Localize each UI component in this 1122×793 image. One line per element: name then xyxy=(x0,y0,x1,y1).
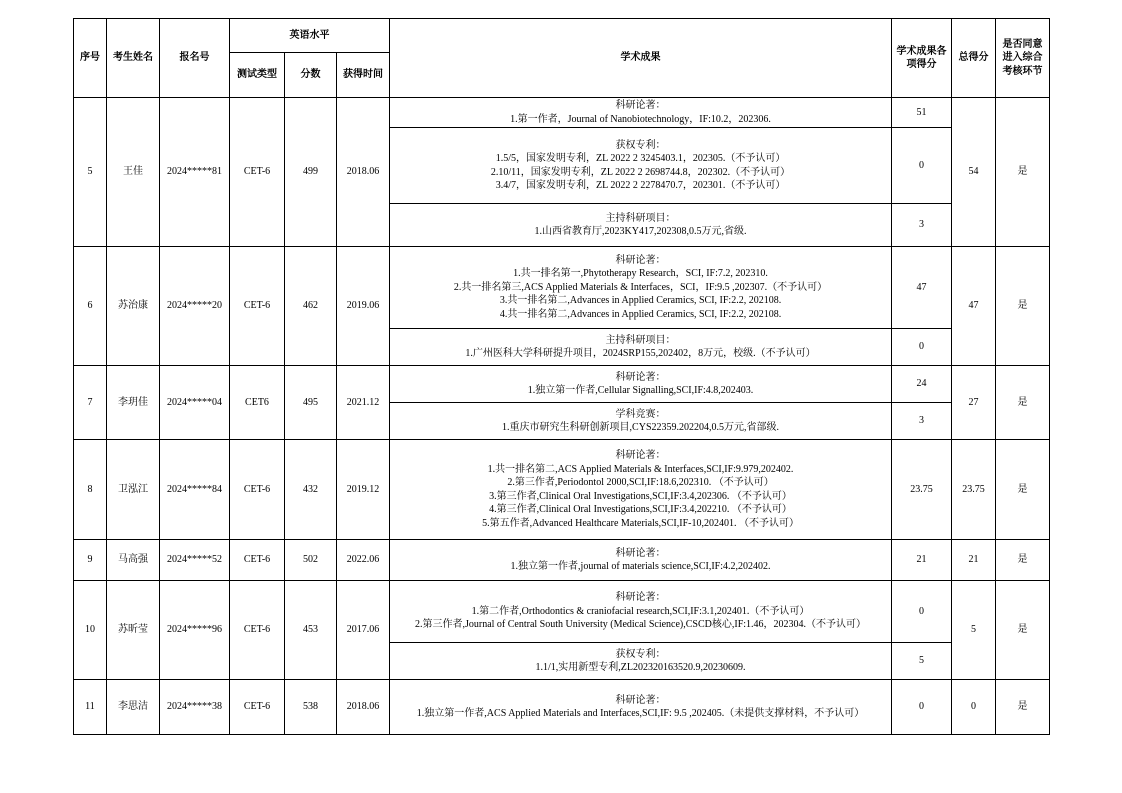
achievement-cell xyxy=(390,540,892,581)
achievement-cell xyxy=(390,581,892,643)
achievement-cell xyxy=(390,329,892,366)
header-agree-line: 进入综合 xyxy=(1002,52,1043,64)
achievement-category: 获权专利： xyxy=(615,648,666,660)
name-cell: 马高强 xyxy=(107,540,160,581)
header-test-type: 测试类型 xyxy=(230,53,285,98)
achievement-cell xyxy=(390,403,892,440)
total-score-cell: 27 xyxy=(952,366,996,440)
item-score-cell: 51 xyxy=(892,98,952,128)
total-score-cell: 23.75 xyxy=(952,440,996,540)
obtained-time-cell: 2018.06 xyxy=(337,98,390,247)
obtained-time-cell: 2021.12 xyxy=(337,366,390,440)
reg-no-cell: 2024*****52 xyxy=(160,540,230,581)
reg-no-cell: 2024*****96 xyxy=(160,581,230,680)
obtained-time-cell: 2018.06 xyxy=(337,680,390,735)
achievement-category: 科研论著： xyxy=(615,450,666,461)
name-cell: 苏治康 xyxy=(107,247,160,366)
header-name: 考生姓名 xyxy=(107,19,160,98)
achievement-entry: 2.共一排名第三,ACS Applied Materials & Interfaces，SCI，IF:9.5 ,202307.（不予认可） xyxy=(453,281,828,293)
header-english-level: 英语水平 xyxy=(230,19,390,53)
header-obtained-time: 获得时间 xyxy=(337,53,390,98)
item-score-cell: 3 xyxy=(892,403,952,440)
header-item-score-line: 项得分 xyxy=(906,59,937,70)
obtained-time-cell: 2022.06 xyxy=(337,540,390,581)
achievement-category: 科研论著： xyxy=(615,592,666,604)
achievement-category: 获权专利： xyxy=(615,139,666,151)
achievement-entry: 2.10/11，国家发明专利，ZL 2022 2 2698744.8，202302.（不予认可） xyxy=(490,166,791,178)
achievement-entry: 1.共一排名第一,Phytotherapy Research，SCI, IF:7.2, 202310. xyxy=(513,268,768,280)
total-score-cell: 5 xyxy=(952,581,996,680)
achievement-cell xyxy=(390,128,892,204)
achievement-entry: 3.共一排名第二,Advances in Applied Ceramics, SCI, IF:2.2, 202108. xyxy=(499,295,782,307)
name-cell: 王佳 xyxy=(107,98,160,247)
table-body xyxy=(74,98,1050,735)
seq-cell: 6 xyxy=(74,247,107,366)
item-score-cell: 0 xyxy=(892,680,952,735)
name-cell: 李玥佳 xyxy=(107,366,160,440)
achievement-category: 科研论著： xyxy=(615,371,666,383)
achievement-category: 主持科研项目： xyxy=(605,212,676,224)
test-type-cell: CET-6 xyxy=(230,98,285,247)
test-type-cell: CET-6 xyxy=(230,247,285,366)
achievement-entry: 1.广州医科大学科研提升项目，2024SRP155,202402，8万元，校级.（不予认可） xyxy=(465,348,816,359)
seq-cell: 7 xyxy=(74,366,107,440)
seq-cell: 10 xyxy=(74,581,107,680)
reg-no-cell: 2024*****20 xyxy=(160,247,230,366)
agree-cell: 是 xyxy=(996,366,1050,440)
achievement-entry: 1.第一作者，Journal of Nanobiotechnology，IF:10.2，202306. xyxy=(510,113,771,125)
total-score-cell: 47 xyxy=(952,247,996,366)
table-row xyxy=(74,98,1050,128)
test-type-cell: CET6 xyxy=(230,366,285,440)
table-row xyxy=(74,581,1050,643)
item-score-cell: 5 xyxy=(892,643,952,680)
score-cell: 499 xyxy=(285,98,337,247)
score-cell: 453 xyxy=(285,581,337,680)
test-type-cell: CET-6 xyxy=(230,581,285,680)
candidate-table xyxy=(73,18,1050,735)
achievement-cell xyxy=(390,366,892,403)
achievement-category: 科研论著： xyxy=(615,254,666,266)
table-row xyxy=(74,680,1050,735)
header-agree-line: 考核环节 xyxy=(1002,65,1043,77)
item-score-cell: 47 xyxy=(892,247,952,329)
achievement-cell xyxy=(390,440,892,540)
achievement-cell xyxy=(390,680,892,735)
obtained-time-cell: 2017.06 xyxy=(337,581,390,680)
agree-cell: 是 xyxy=(996,540,1050,581)
achievement-entry: 3.4/7，国家发明专利，ZL 2022 2 2278470.7，202301.（不予认可） xyxy=(495,180,786,191)
achievement-entry: 5.第五作者,Advanced Healthcare Materials,SCI,IF-10,202401. （不予认可） xyxy=(482,517,799,529)
header-total: 总得分 xyxy=(952,19,996,98)
item-score-cell: 3 xyxy=(892,204,952,247)
agree-cell: 是 xyxy=(996,680,1050,735)
item-score-cell: 0 xyxy=(892,128,952,204)
item-score-cell: 21 xyxy=(892,540,952,581)
test-type-cell: CET-6 xyxy=(230,540,285,581)
achievement-category: 学科竞赛： xyxy=(615,408,666,420)
total-score-cell: 21 xyxy=(952,540,996,581)
item-score-cell: 0 xyxy=(892,581,952,643)
achievement-entry: 4.第三作者,Clinical Oral Investigations,SCI,IF:3.4,202210. （不予认可） xyxy=(489,504,792,515)
achievement-cell xyxy=(390,643,892,680)
table-row xyxy=(74,247,1050,329)
achievement-entry: 2.第三作者,Journal of Central South University (Medical Science),CSCD核心,IF:1.46，202304.（不予认可） xyxy=(414,619,867,631)
name-cell: 李思洁 xyxy=(107,680,160,735)
header-achievements: 学术成果 xyxy=(390,19,892,98)
item-score-cell: 0 xyxy=(892,329,952,366)
score-cell: 538 xyxy=(285,680,337,735)
header-item-score xyxy=(892,19,952,98)
achievement-cell xyxy=(390,247,892,329)
reg-no-cell: 2024*****38 xyxy=(160,680,230,735)
agree-cell: 是 xyxy=(996,581,1050,680)
achievement-category: 科研论著： xyxy=(615,100,666,111)
achievement-category: 科研论著： xyxy=(615,694,666,706)
achievement-entry: 4.共一排名第二,Advances in Applied Ceramics, SCI, IF:2.2, 202108. xyxy=(499,308,782,320)
header-score: 分数 xyxy=(285,53,337,98)
table-header xyxy=(74,19,1050,98)
name-cell: 苏昕莹 xyxy=(107,581,160,680)
agree-cell: 是 xyxy=(996,247,1050,366)
test-type-cell: CET-6 xyxy=(230,680,285,735)
achievement-entry: 1.共一排名第二,ACS Applied Materials & Interfaces,SCI,IF:9.979,202402. xyxy=(487,463,794,475)
achievement-entry: 1.独立第一作者,Cellular Signalling,SCI,IF:4.8,202403. xyxy=(527,385,754,396)
reg-no-cell: 2024*****81 xyxy=(160,98,230,247)
reg-no-cell: 2024*****04 xyxy=(160,366,230,440)
header-seq: 序号 xyxy=(74,19,107,98)
achievement-cell xyxy=(390,204,892,247)
seq-cell: 5 xyxy=(74,98,107,247)
achievement-entry: 1.5/5，国家发明专利，ZL 2022 2 3245403.1，202305.（不予认可） xyxy=(495,153,786,164)
agree-cell: 是 xyxy=(996,98,1050,247)
item-score-cell: 23.75 xyxy=(892,440,952,540)
achievement-entry: 1.重庆市研究生科研创新项目,CYS22359.202204,0.5万元,省部级. xyxy=(502,422,779,433)
name-cell: 卫泓江 xyxy=(107,440,160,540)
achievement-cell xyxy=(390,98,892,128)
score-cell: 502 xyxy=(285,540,337,581)
achievement-entry: 2.第三作者,Periodontol 2000,SCI,IF:18.6,202310. （不予认可） xyxy=(507,477,774,488)
test-type-cell: CET-6 xyxy=(230,440,285,540)
seq-cell: 8 xyxy=(74,440,107,540)
achievement-entry: 1.独立第一作者,ACS Applied Materials and Interfaces,SCI,IF: 9.5 ,202405.（未提供支撑材料，不予认可） xyxy=(416,708,865,719)
obtained-time-cell: 2019.12 xyxy=(337,440,390,540)
achievement-category: 主持科研项目： xyxy=(605,334,676,346)
achievement-entry: 1.1/1,实用新型专利,ZL202320163520.9,20230609. xyxy=(535,662,746,673)
achievement-entry: 1.独立第一作者,journal of materials science,SCI,IF:4.2,202402. xyxy=(510,561,771,572)
score-cell: 432 xyxy=(285,440,337,540)
table-row xyxy=(74,440,1050,540)
header-item-score-line: 学术成果各 xyxy=(896,45,947,57)
obtained-time-cell: 2019.06 xyxy=(337,247,390,366)
header-agree-line: 是否同意 xyxy=(1002,38,1043,50)
item-score-cell: 24 xyxy=(892,366,952,403)
achievement-entry: 1.山西省教育厅,2023KY417,202308,0.5万元,省级. xyxy=(534,226,747,237)
achievement-entry: 1.第二作者,Orthodontics & craniofacial research,SCI,IF:3.1,202401.（不予认可） xyxy=(471,605,810,617)
total-score-cell: 54 xyxy=(952,98,996,247)
total-score-cell: 0 xyxy=(952,680,996,735)
table-row xyxy=(74,540,1050,581)
reg-no-cell: 2024*****84 xyxy=(160,440,230,540)
score-cell: 495 xyxy=(285,366,337,440)
header-agree xyxy=(996,19,1050,98)
header-reg-no: 报名号 xyxy=(160,19,230,98)
table-row xyxy=(74,366,1050,403)
seq-cell: 9 xyxy=(74,540,107,581)
agree-cell: 是 xyxy=(996,440,1050,540)
seq-cell: 11 xyxy=(74,680,107,735)
achievement-entry: 3.第三作者,Clinical Oral Investigations,SCI,IF:3.4,202306. （不予认可） xyxy=(489,490,792,502)
achievement-category: 科研论著： xyxy=(615,547,666,559)
score-cell: 462 xyxy=(285,247,337,366)
